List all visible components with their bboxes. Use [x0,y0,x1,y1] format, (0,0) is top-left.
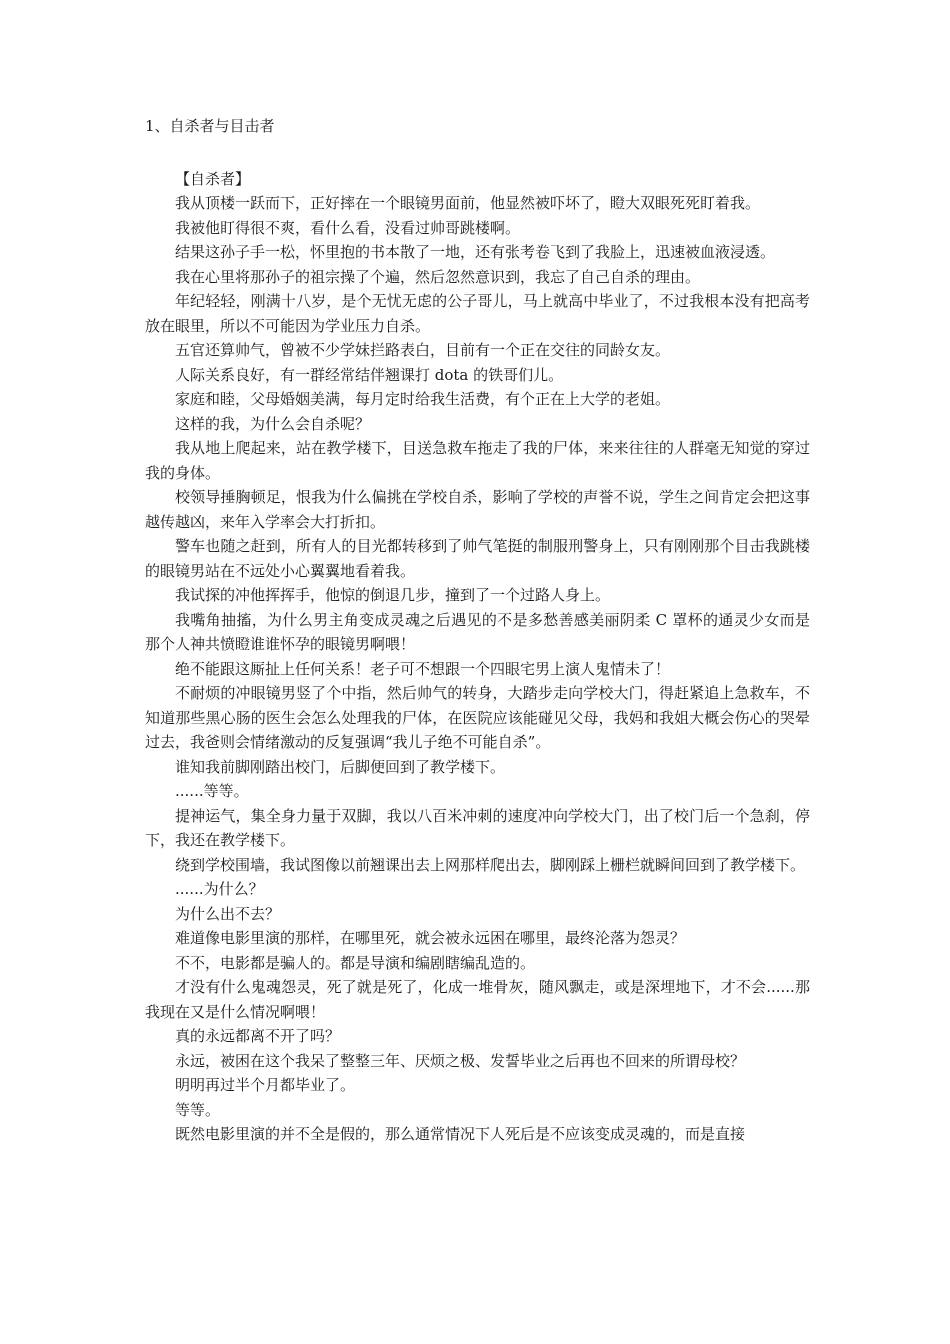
paragraph: 警车也随之赶到，所有人的目光都转移到了帅气笔挺的制服刑警身上，只有刚刚那个目击我跳楼的眼镜男站在不远处小心翼翼地看着我。 [145,537,810,580]
paragraph: 既然电影里演的并不全是假的，那么通常情况下人死后是不应该变成灵魂的，而是直接 [175,1125,746,1143]
paragraph: 我从地上爬起来，站在教学楼下，目送急救车拖走了我的尸体，来来往往的人群毫无知觉的穿过我的身体。 [145,439,810,482]
document-body [145,114,810,1147]
paragraph: 家庭和睦，父母婚姻美满，每月定时给我生活费，有个正在上大学的老姐。 [175,390,671,408]
paragraph: 我在心里将那孙子的祖宗操了个遍，然后忽然意识到，我忘了自己自杀的理由。 [175,267,701,286]
paragraph: 绝不能跟这厮扯上任何关系！老子可不想跟一个四眼宅男上演人鬼情未了！ [175,659,671,678]
paragraph: 我试探的冲他挥挥手，他惊的倒退几步，撞到了一个过路人身上。 [175,586,611,604]
paragraph: 才没有什么鬼魂怨灵，死了就是死了，化成一堆骨灰，随风飘走，或是深埋地下，才不会......那我现在又是什么情况啊喂！ [145,978,810,1021]
paragraph: 谁知我前脚刚踏出校门，后脚便回到了教学楼下。 [175,757,506,776]
paragraph: 永远，被困在这个我呆了整整三年、厌烦之极、发誓毕业之后再也不回来的所谓母校？ [175,1051,746,1070]
paragraph: 这样的我，为什么会自杀呢？ [175,414,371,433]
section-heading: 【自杀者】 [175,169,251,188]
paragraph: 校领导捶胸顿足，恨我为什么偏挑在学校自杀，影响了学校的声誉不说，学生之间肯定会把这事越传越凶，来年入学率会大打折扣。 [145,488,810,531]
paragraph: 我被他盯得很不爽，看什么看，没看过帅哥跳楼啊。 [175,218,521,237]
paragraph: 真的永远都离不开了吗？ [175,1027,341,1045]
paragraph: 结果这孙子手一松，怀里抱的书本散了一地，还有张考卷飞到了我脸上，迅速被血液浸透。 [175,243,776,261]
chapter-title: 1、自杀者与目击者 [145,117,275,135]
paragraph: 等等。 [175,1100,221,1119]
paragraph: 不不，电影都是骗人的。都是导演和编剧瞎编乱造的。 [175,953,536,972]
paragraph-list [145,191,810,1147]
paragraph: ......为什么？ [175,880,264,898]
paragraph: 难道像电影里演的那样，在哪里死，就会被永远困在哪里，最终沦落为怨灵？ [175,929,686,947]
paragraph: 年纪轻轻，刚满十八岁，是个无忧无虑的公子哥儿，马上就高中毕业了，不过我根本没有把高考放在眼里，所以不可能因为学业压力自杀。 [145,292,810,335]
paragraph: 不耐烦的冲眼镜男竖了个中指，然后帅气的转身，大踏步走向学校大门，得赶紧追上急救车，不知道那些黑心肠的医生会怎么处理我的尸体，在医院应该能碰见父母，我妈和我姐大概会伤心的哭晕过去，我爸则会情绪激动的反复强调“我儿子绝不可能自杀”。 [145,684,810,751]
paragraph: 我从顶楼一跃而下，正好摔在一个眼镜男面前，他显然被吓坏了，瞪大双眼死死盯着我。 [175,194,761,212]
paragraph: 五官还算帅气，曾被不少学妹拦路表白，目前有一个正在交往的同龄女友。 [175,341,671,359]
paragraph: 提神运气，集全身力量于双脚，我以八百米冲刺的速度冲向学校大门，出了校门后一个急刹，停下，我还在教学楼下。 [145,806,810,849]
paragraph: 人际关系良好，有一群经常结伴翘课打 dota 的铁哥们儿。 [175,365,564,384]
paragraph: 明明再过半个月都毕业了。 [175,1076,356,1094]
paragraph: 绕到学校围墙，我试图像以前翘课出去上网那样爬出去，脚刚踩上栅栏就瞬间回到了教学楼下。 [175,855,806,874]
paragraph: 我嘴角抽搐，为什么男主角变成灵魂之后遇见的不是多愁善感美丽阴柔 C 罩杯的通灵少女而是那个人神共愤瞪谁谁怀孕的眼镜男啊喂！ [145,610,810,653]
paragraph: ......等等。 [175,782,249,800]
paragraph: 为什么出不去？ [175,904,281,923]
